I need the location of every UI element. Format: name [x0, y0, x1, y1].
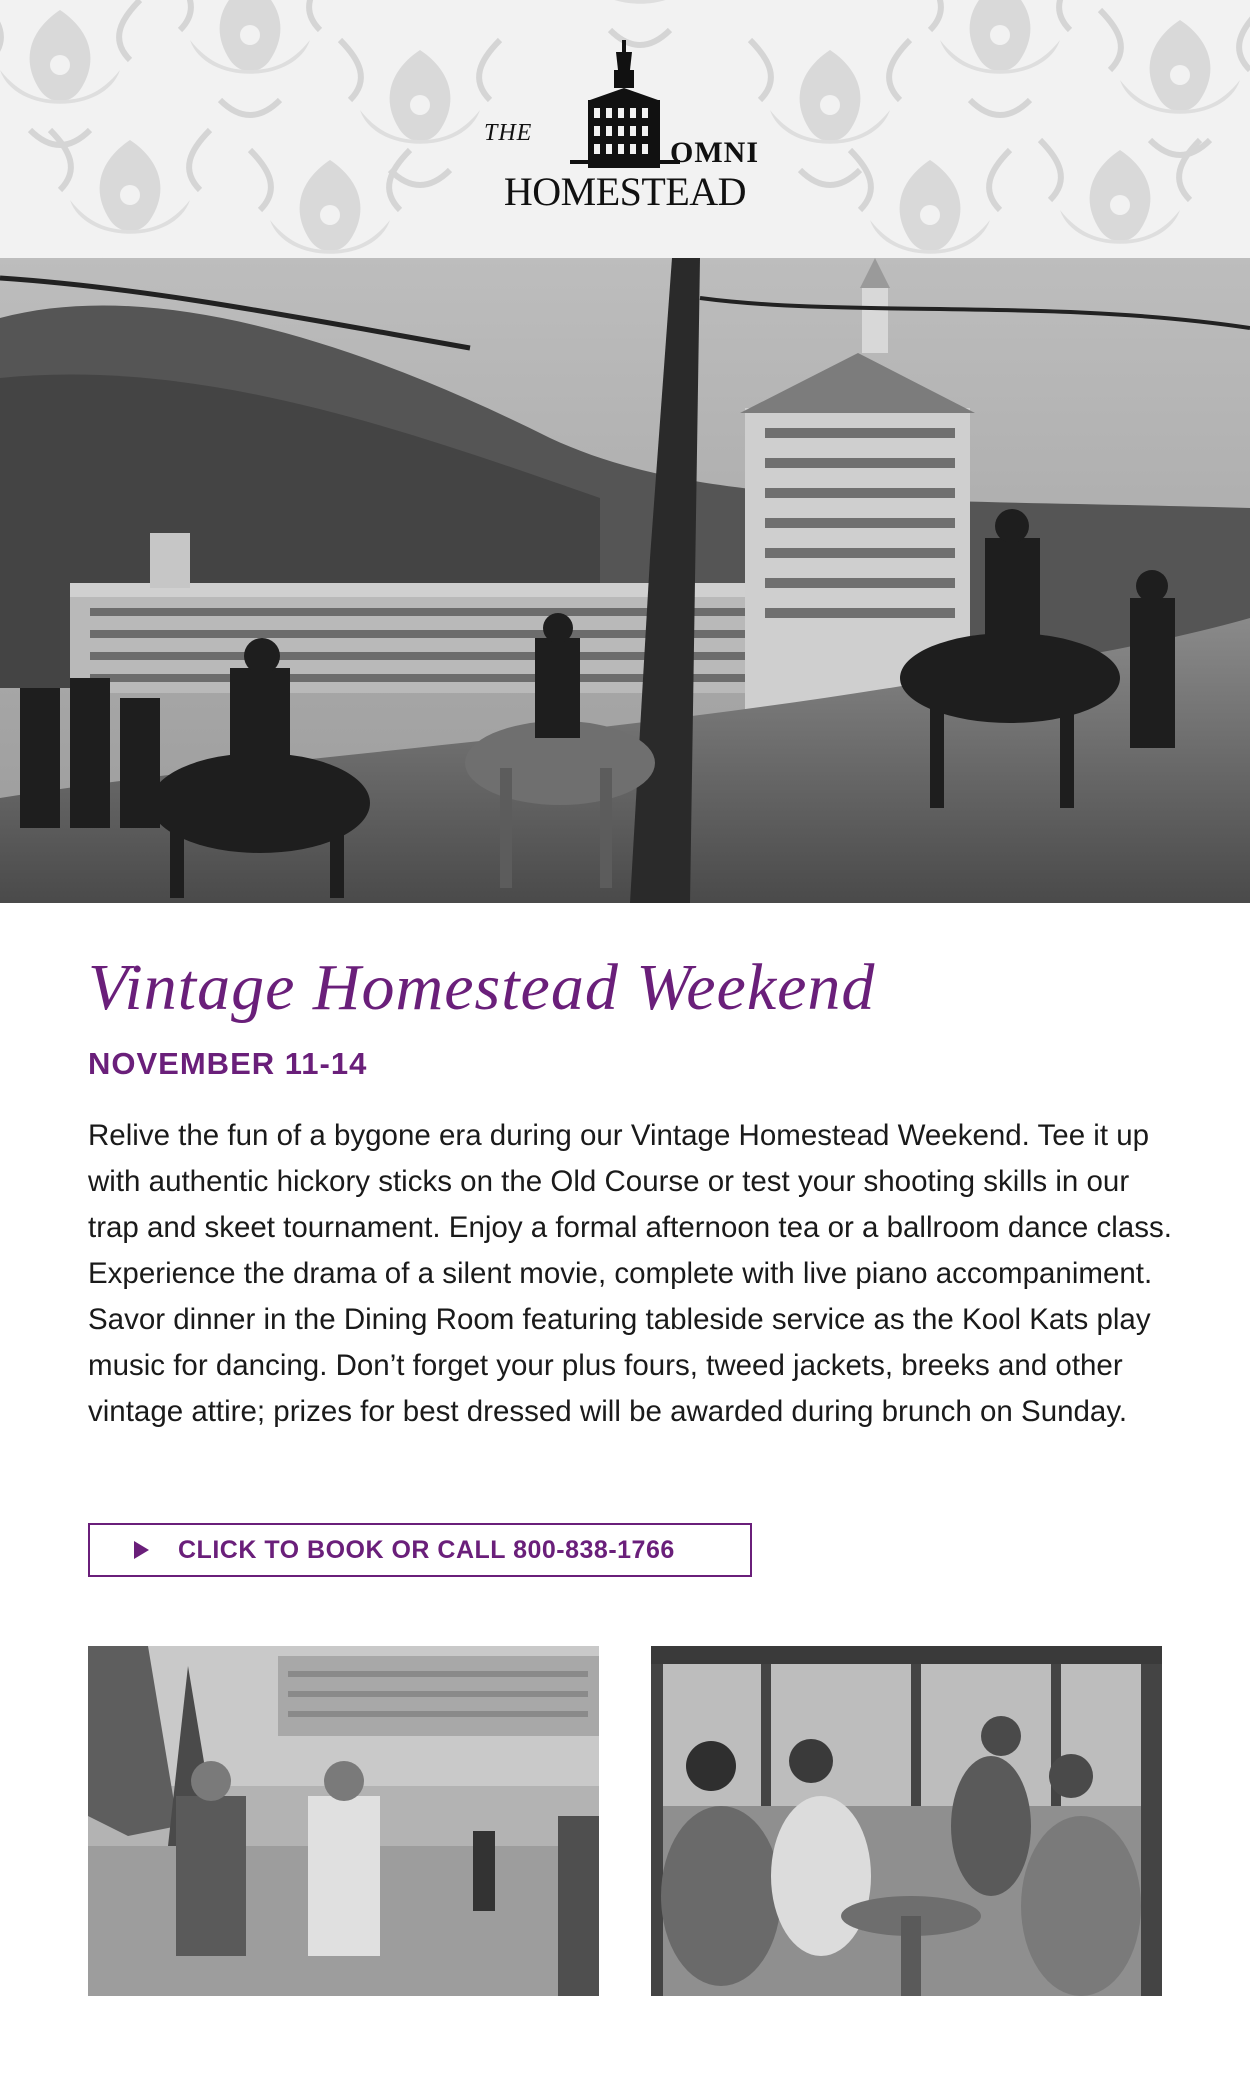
- golfers-photo: [88, 1646, 599, 1996]
- header-banner: [0, 0, 1250, 258]
- hero-photo: [0, 258, 1250, 903]
- event-description: [88, 1113, 1178, 1435]
- logo-the-text: THE: [484, 120, 533, 146]
- logo-homestead-text: HOMESTEAD: [503, 169, 747, 214]
- book-cta-label: CLICK TO BOOK OR CALL 800-838-1766: [178, 1535, 675, 1564]
- event-dates: NOVEMBER 11-14: [88, 1046, 368, 1081]
- book-cta-button[interactable]: [88, 1523, 752, 1577]
- logo-omni-text: OMNI: [670, 136, 759, 169]
- event-description-text: Relive the fun of a bygone era during our Vintage Homestead Weekend. Tee it up with authentic hickory sticks on the Old Course or test your shooting skills in our trap and skeet tournament. Enjoy a formal afternoon tea or a ballroom dance class. Experience the drama of a silent movie, complete with live piano accompaniment. Savor dinner in the Dining Room featuring tableside service as the Kool Kats play music for dancing. Don’t forget your plus fours, tweed jackets, breeks and other vintage attire; prizes for best dressed will be awarded during brunch on Sunday.: [88, 1119, 1172, 1428]
- play-triangle-icon: [134, 1541, 149, 1559]
- event-title: Vintage Homestead Weekend: [88, 951, 876, 1024]
- tea-party-photo: [651, 1646, 1162, 1996]
- building-icon: [570, 40, 680, 168]
- omni-homestead-logo[interactable]: [474, 40, 776, 220]
